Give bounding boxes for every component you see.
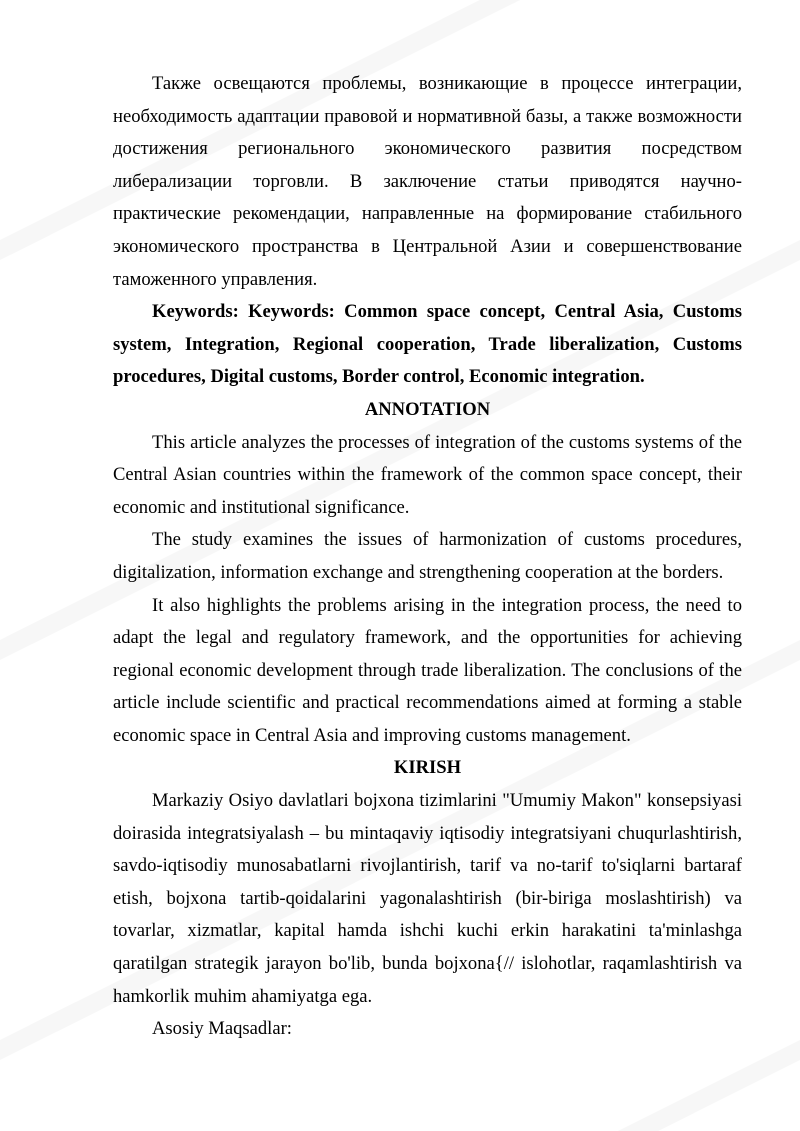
annotation-paragraph-3: It also highlights the problems arising in the integration process, the need to adapt the legal and regulatory framework, and the opportunities for achieving regional economic development through trade liberalization. The conclusions of the article include scientific and practical recommendations aimed at forming a stable economic space in Central Asia and improving customs management. bbox=[113, 594, 742, 746]
annotation-paragraph-1: This article analyzes the processes of integration of the customs systems of the Central Asian countries within the framework of the common space concept, their economic and institutional significance. bbox=[113, 431, 742, 518]
annotation-heading: ANNOTATION bbox=[364, 398, 491, 420]
document-page bbox=[113, 68, 742, 1046]
kirish-heading: KIRISH bbox=[393, 757, 462, 779]
kirish-paragraph: Markaziy Osiyo davlatlari bojxona tizimlarini "Umumiy Makon" konsepsiyasi doirasida integratsiyalash – bu mintaqaviy iqtisodiy integratsiyani chuqurlashtirish, savdo-iqtisodiy munosabatlarni rivojlantirish, tarif va no-tarif to'siqlarni bartaraf etish, bojxona tartib-qoidalarini yagonalashtirish (bir-biriga moslashtirish) va tovarlar, xizmatlar, kapital hamda ishchi kuchi erkin harakatini ta'minlashga qaratilgan strategik jarayon bo'lib, bunda bojxona{// islohotlar, raqamlashtirish va hamkorlik muhim ahamiyatga ega. bbox=[113, 790, 742, 1007]
annotation-paragraph-2: The study examines the issues of harmonization of customs procedures, digitalization, information exchange and strengthening cooperation at the borders. bbox=[113, 529, 742, 583]
russian-paragraph: Также освещаются проблемы, возникающие в процессе интеграции, необходимость адаптации правовой и нормативной базы, а также возможности достижения регионального экономического развития посредством либерализации торговли. В заключение статьи приводятся научно-практические рекомендации, направленные на формирование стабильного экономического пространства в Центральной Азии и совершенствование таможенного управления. bbox=[113, 73, 742, 290]
asosiy-maqsadlar-line: Asosiy Maqsadlar: bbox=[152, 1018, 292, 1040]
keywords-paragraph: Keywords: Keywords: Common space concept, Central Asia, Customs system, Integration, Regional cooperation, Trade liberalization, Customs procedures, Digital customs, Border control, Economic integration. bbox=[113, 301, 742, 388]
